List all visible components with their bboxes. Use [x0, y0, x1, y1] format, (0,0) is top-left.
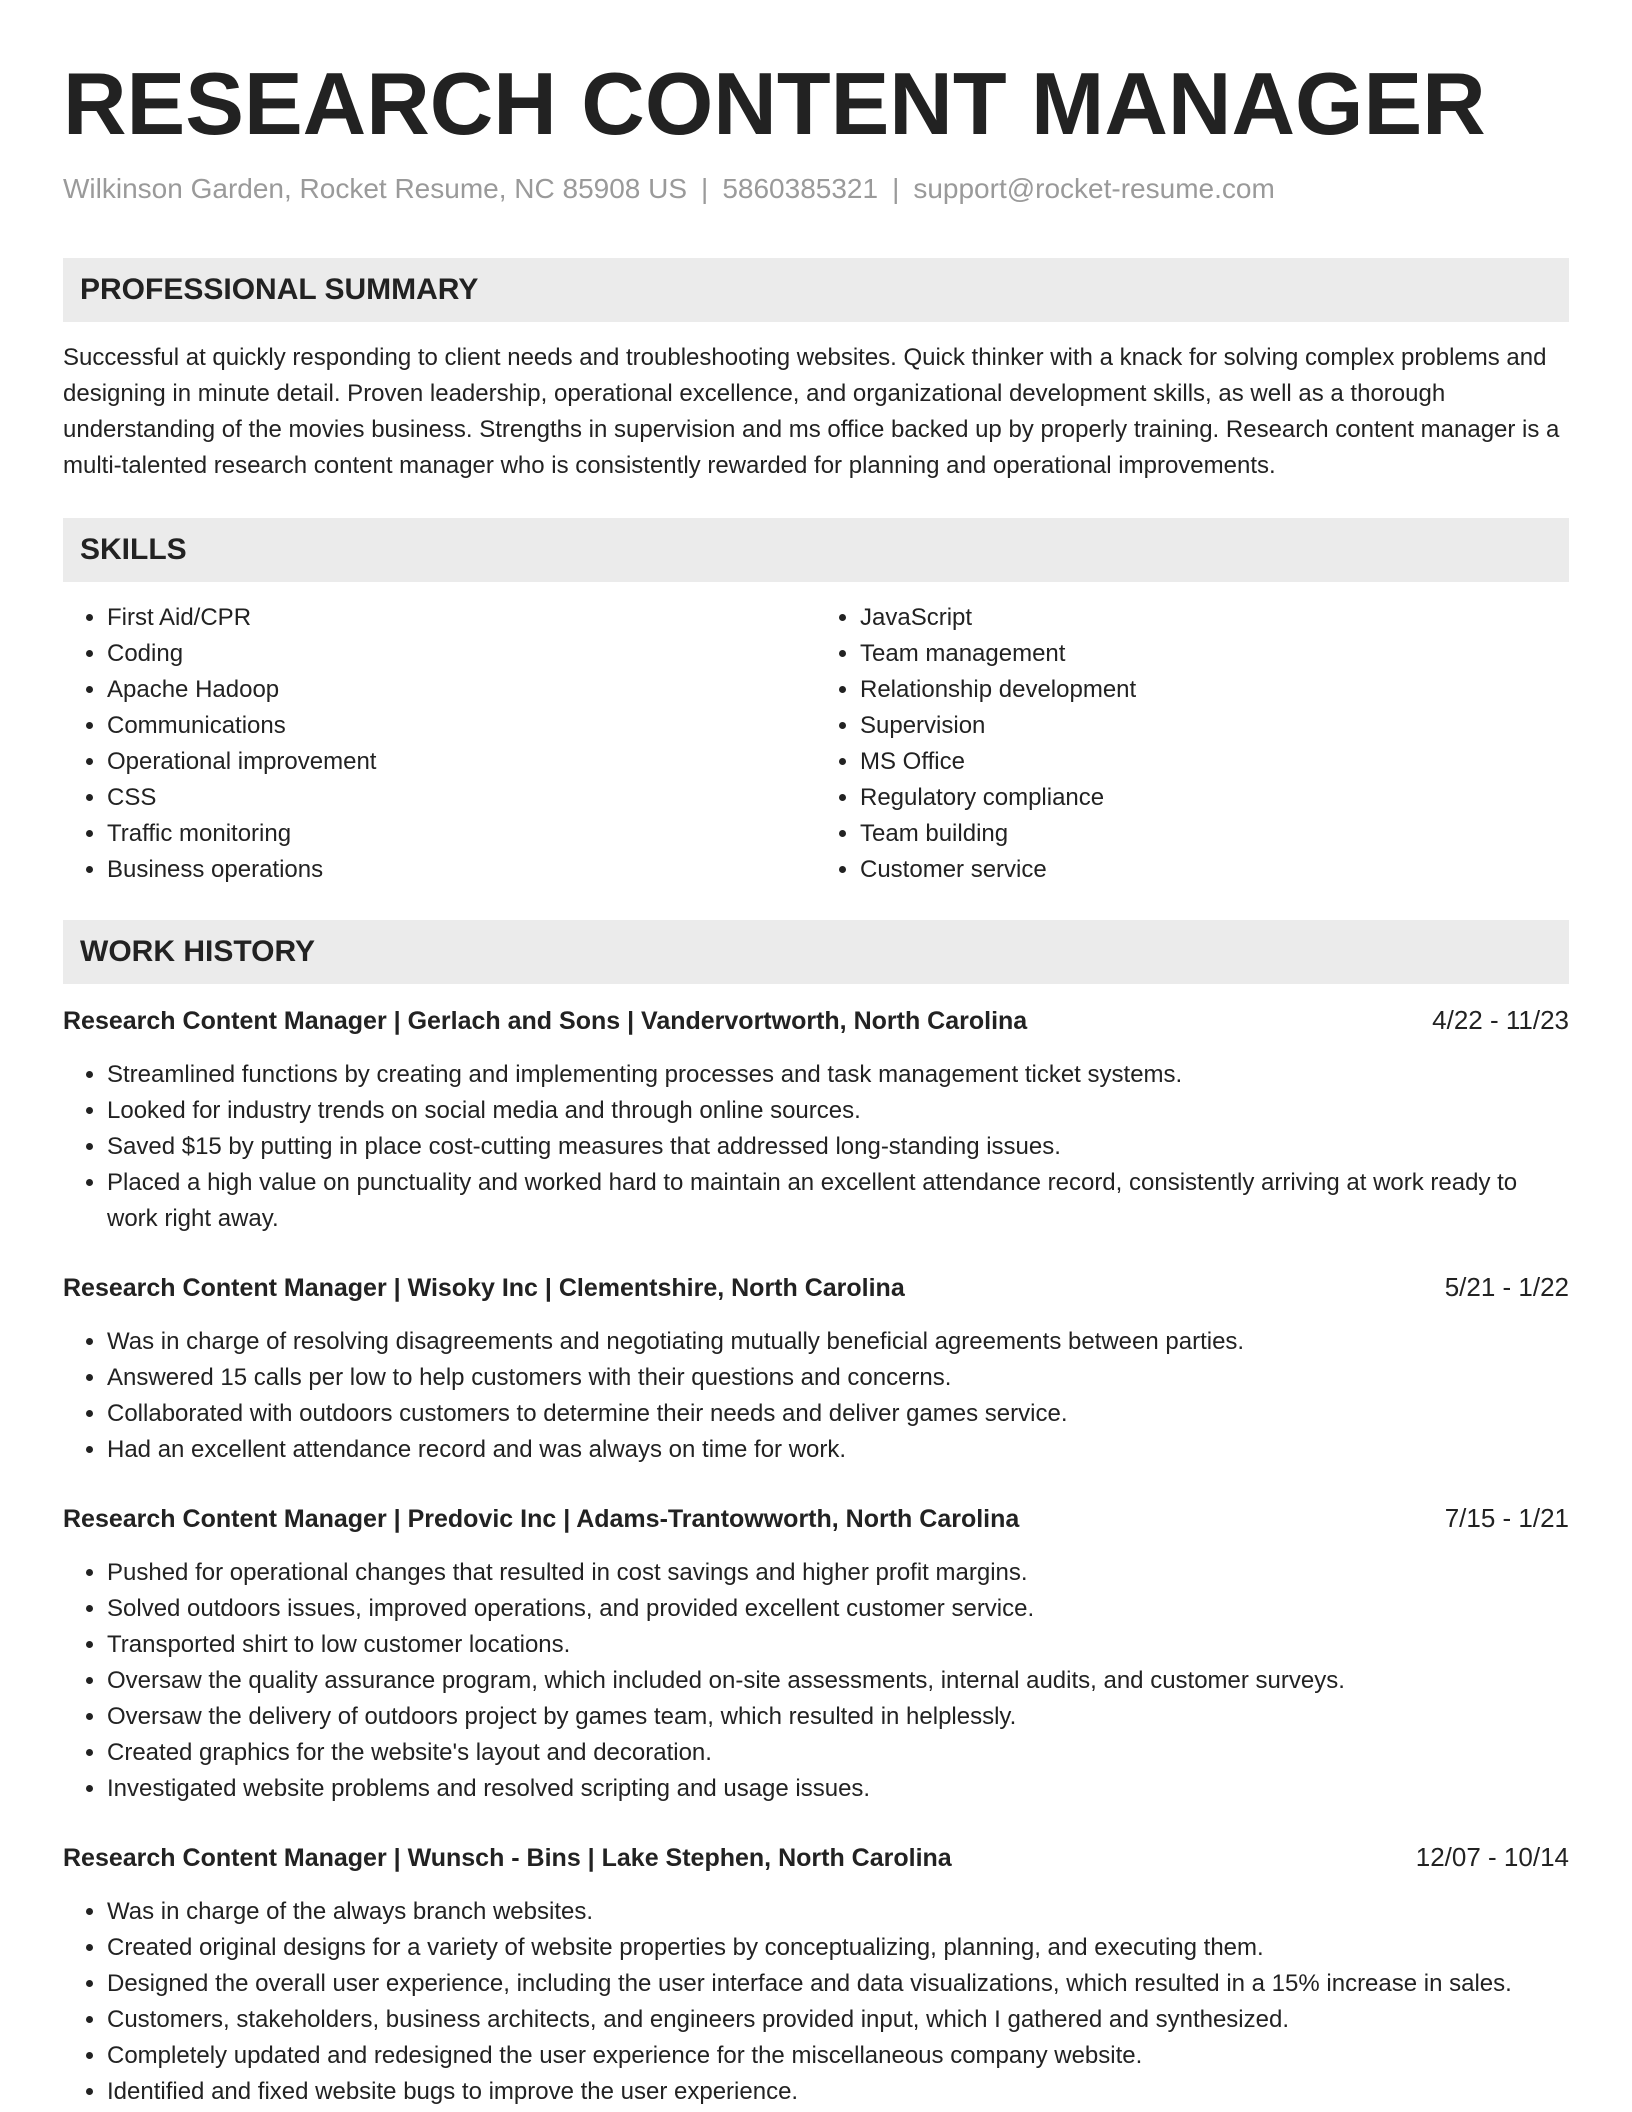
job-bullets — [63, 1324, 1569, 1468]
contact-separator: | — [701, 173, 709, 204]
job-dates: 4/22 - 11/23 — [1432, 1005, 1569, 1035]
skill-item: • Regulatory compliance — [860, 780, 1569, 816]
job-bullets — [63, 1057, 1569, 1237]
job-entry — [63, 1002, 1569, 1237]
job-bullet: • Created original designs for a variety of website properties by conceptualizing, planning, and executing them. — [107, 1930, 1569, 1966]
job-bullet: • Was in charge of the always branch websites. — [107, 1894, 1569, 1930]
contact-address: Wilkinson Garden, Rocket Resume, NC 85908 US — [63, 173, 688, 204]
summary-text: Successful at quickly responding to client needs and troubleshooting websites. Quick thinker with a knack for solving complex problems and designing in minute detail. Proven leadership, operational excellence, and organizational development skills, as well as a thorough understanding of the movies business. Strengths in supervision and ms office backed up by properly training. Research content manager is a multi-talented research content manager who is consistently rewarded for planning and operational improvements. — [63, 344, 1560, 479]
job-header — [63, 1002, 1569, 1039]
job-title: Research Content Manager | Predovic Inc | Adams-Trantowworth, North Carolina — [63, 1505, 1020, 1533]
job-bullet: • Saved $15 by putting in place cost-cutting measures that addressed long-standing issues. — [107, 1129, 1569, 1165]
skill-item: • Apache Hadoop — [107, 672, 816, 708]
job-title: Research Content Manager | Gerlach and Sons | Vandervortworth, North Carolina — [63, 1007, 1028, 1035]
skill-item: • Team building — [860, 816, 1569, 852]
skill-item: • First Aid/CPR — [107, 600, 816, 636]
section-heading-skills: SKILLS — [63, 518, 1569, 582]
job-bullet: • Answered 15 calls per low to help customers with their questions and concerns. — [107, 1360, 1569, 1396]
job-bullet: • Completely updated and redesigned the user experience for the miscellaneous company website. — [107, 2038, 1569, 2074]
skills-list — [63, 600, 1569, 888]
skills-column-left — [63, 600, 816, 888]
job-header — [63, 1500, 1569, 1537]
work-history-list — [63, 1002, 1569, 2110]
contact-phone: 5860385321 — [722, 173, 879, 204]
job-entry — [63, 1839, 1569, 2110]
job-title: Research Content Manager | Wisoky Inc | Clementshire, North Carolina — [63, 1274, 905, 1302]
skill-item: • Relationship development — [860, 672, 1569, 708]
job-bullet: • Transported shirt to low customer locations. — [107, 1627, 1569, 1663]
job-dates: 7/15 - 1/21 — [1444, 1503, 1569, 1533]
job-bullets — [63, 1894, 1569, 2110]
skill-item: • Communications — [107, 708, 816, 744]
skill-item: • Coding — [107, 636, 816, 672]
job-bullets — [63, 1555, 1569, 1807]
job-bullet: • Had an excellent attendance record and was always on time for work. — [107, 1432, 1569, 1468]
job-bullet: • Customers, stakeholders, business architects, and engineers provided input, which I gathered and synthesized. — [107, 2002, 1569, 2038]
job-bullet: • Designed the overall user experience, including the user interface and data visualizations, which resulted in a 15% increase in sales. — [107, 1966, 1569, 2002]
skill-item: • Operational improvement — [107, 744, 816, 780]
section-heading-summary: PROFESSIONAL SUMMARY — [63, 258, 1569, 322]
job-dates: 5/21 - 1/22 — [1444, 1272, 1569, 1302]
job-header — [63, 1839, 1569, 1876]
job-bullet: • Collaborated with outdoors customers to determine their needs and deliver games service. — [107, 1396, 1569, 1432]
job-dates: 12/07 - 10/14 — [1415, 1842, 1569, 1872]
resume-title: RESEARCH CONTENT MANAGER — [63, 54, 1486, 153]
job-bullet: • Solved outdoors issues, improved operations, and provided excellent customer service. — [107, 1591, 1569, 1627]
skill-item: • MS Office — [860, 744, 1569, 780]
job-bullet: • Created graphics for the website's layout and decoration. — [107, 1735, 1569, 1771]
skill-item: • Customer service — [860, 852, 1569, 888]
skill-item: • Supervision — [860, 708, 1569, 744]
job-entry — [63, 1269, 1569, 1468]
job-header — [63, 1269, 1569, 1306]
job-bullet: • Placed a high value on punctuality and worked hard to maintain an excellent attendance record, consistently arriving at work ready to work right away. — [107, 1165, 1569, 1237]
section-heading-work-history: WORK HISTORY — [63, 920, 1569, 984]
job-bullet: • Oversaw the quality assurance program, which included on-site assessments, internal audits, and customer surveys. — [107, 1663, 1569, 1699]
job-bullet: • Pushed for operational changes that resulted in cost savings and higher profit margins. — [107, 1555, 1569, 1591]
job-entry — [63, 1500, 1569, 1807]
job-title: Research Content Manager | Wunsch - Bins | Lake Stephen, North Carolina — [63, 1844, 952, 1872]
skill-item: • CSS — [107, 780, 816, 816]
job-bullet: • Identified and fixed website bugs to improve the user experience. — [107, 2074, 1569, 2110]
contact-separator: | — [892, 173, 900, 204]
job-bullet: • Streamlined functions by creating and implementing processes and task management ticket systems. — [107, 1057, 1569, 1093]
contact-email: support@rocket-resume.com — [913, 173, 1275, 204]
skill-item: • Traffic monitoring — [107, 816, 816, 852]
job-bullet: • Oversaw the delivery of outdoors project by games team, which resulted in helplessly. — [107, 1699, 1569, 1735]
job-bullet: • Investigated website problems and resolved scripting and usage issues. — [107, 1771, 1569, 1807]
skill-item: • JavaScript — [860, 600, 1569, 636]
skills-column-right — [816, 600, 1569, 888]
job-bullet: • Looked for industry trends on social media and through online sources. — [107, 1093, 1569, 1129]
job-bullet: • Was in charge of resolving disagreements and negotiating mutually beneficial agreements between parties. — [107, 1324, 1569, 1360]
skill-item: • Business operations — [107, 852, 816, 888]
contact-line — [63, 172, 1569, 206]
skill-item: • Team management — [860, 636, 1569, 672]
